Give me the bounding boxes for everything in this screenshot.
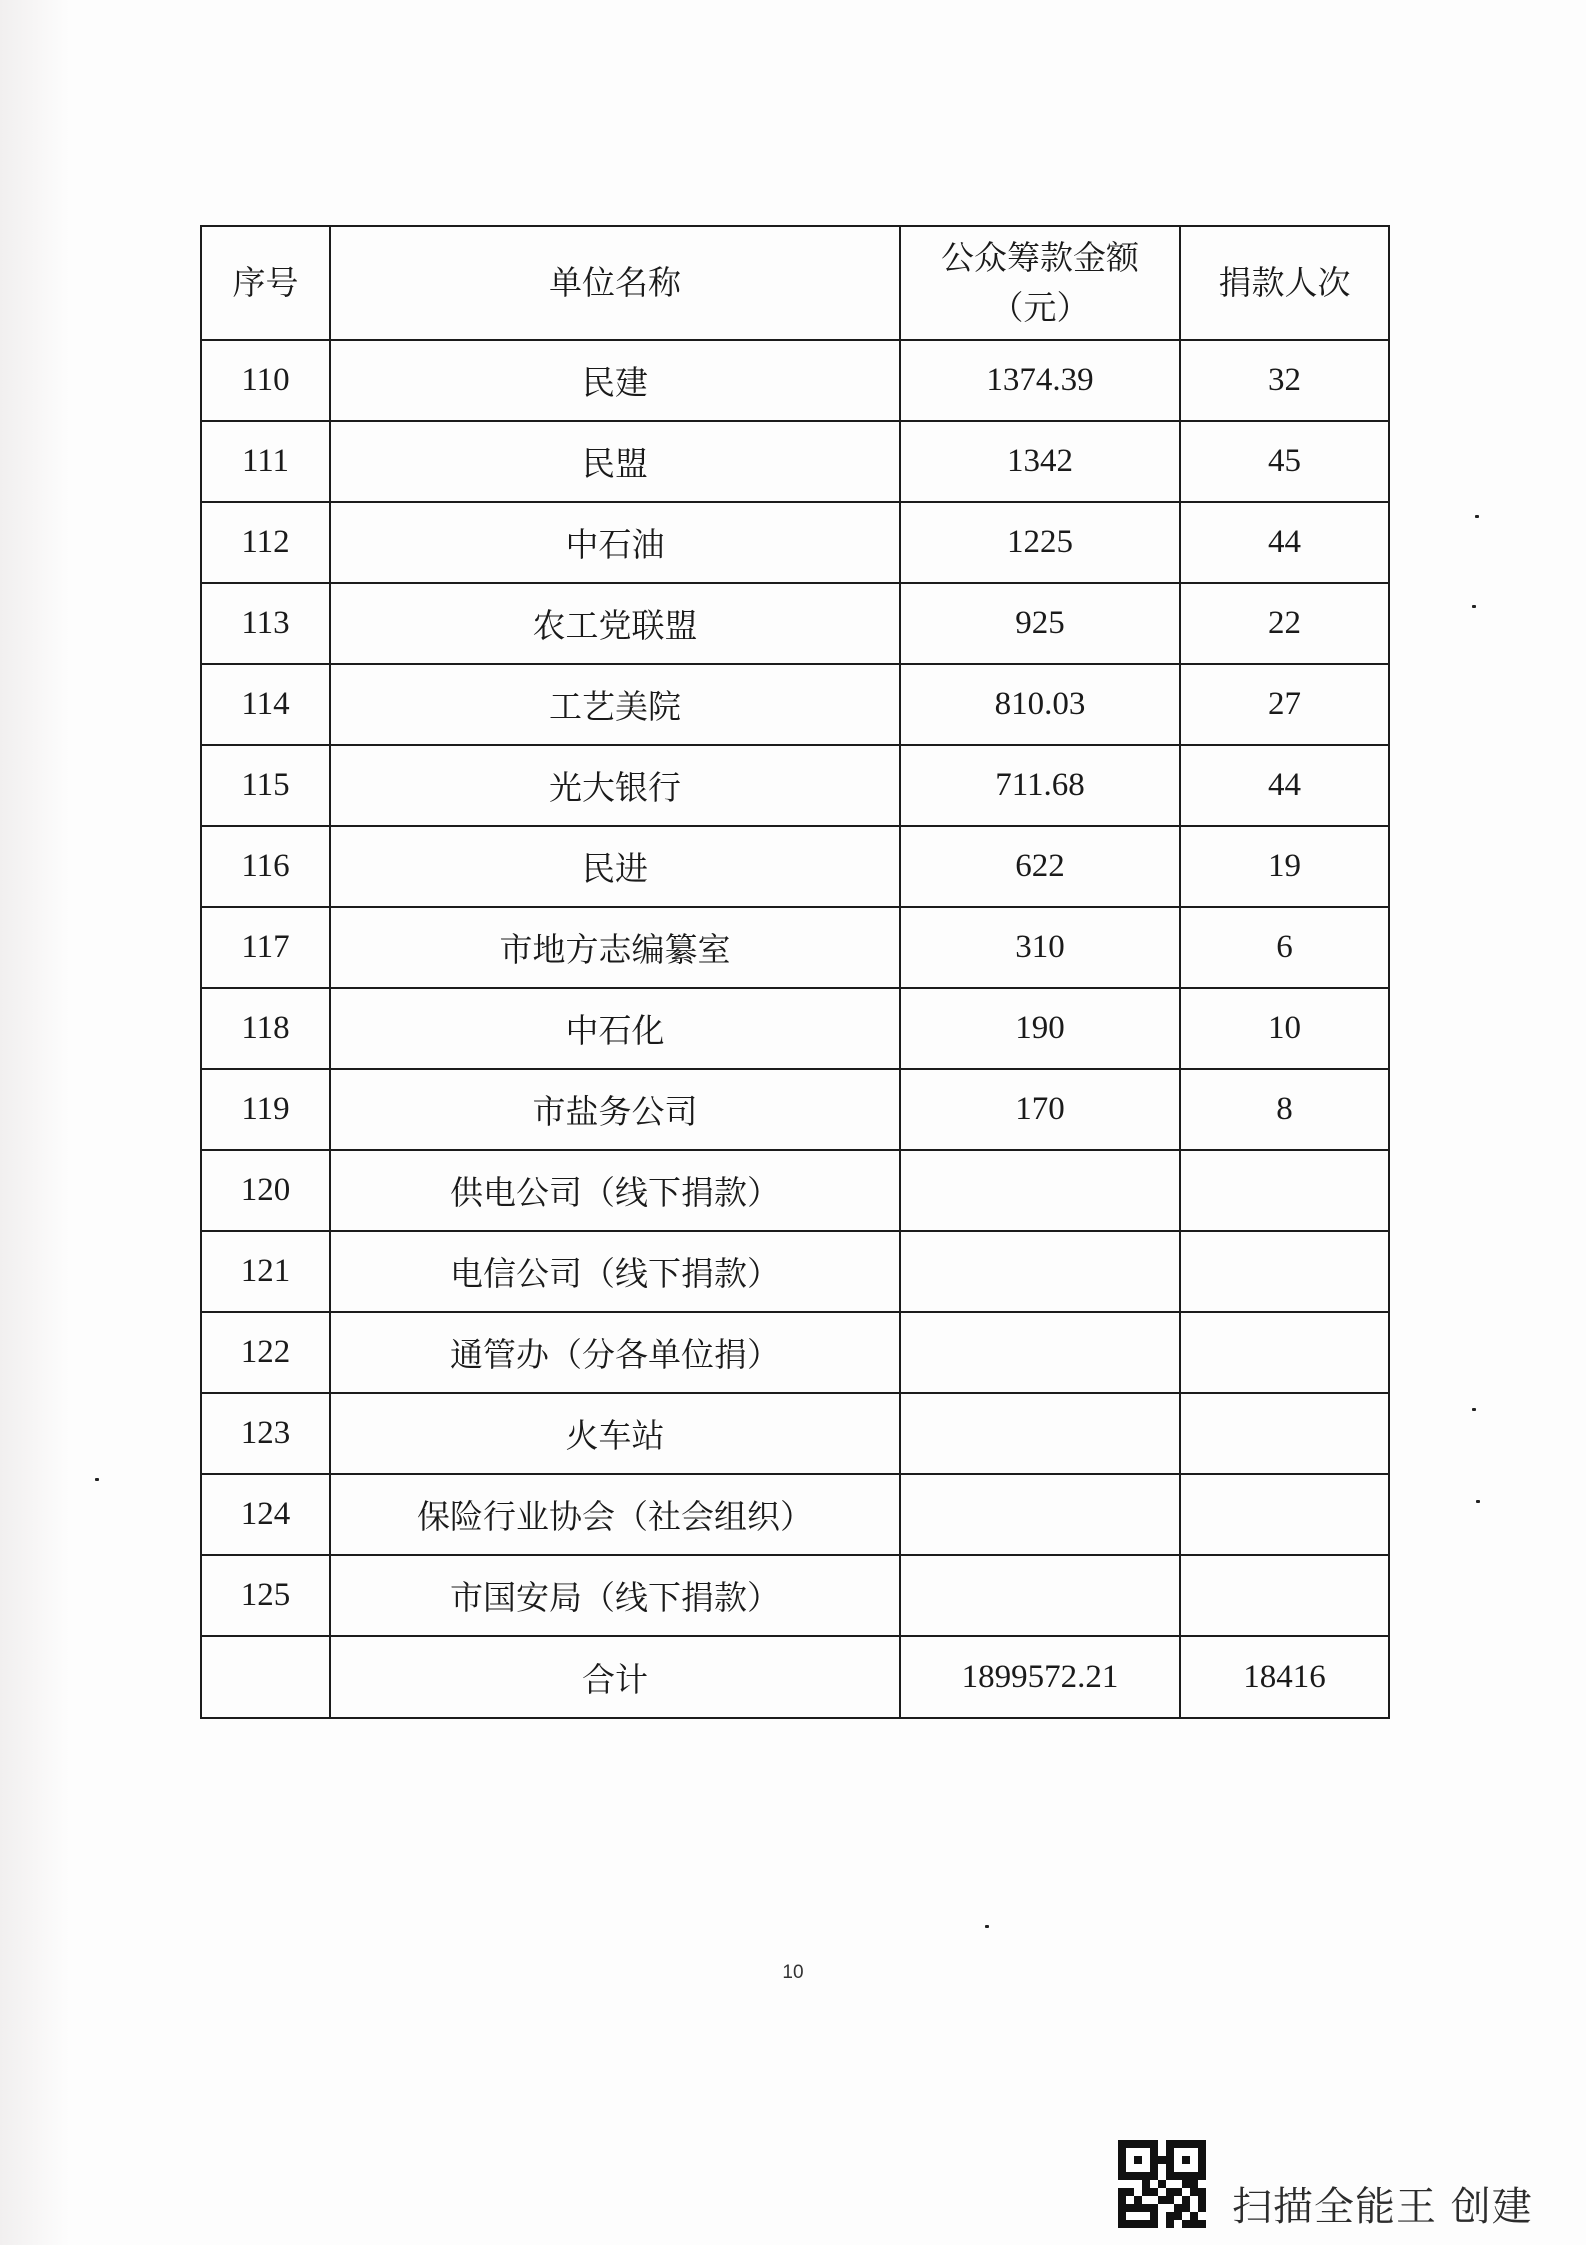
row-donor-count <box>1180 1474 1389 1555</box>
table-row <box>201 1312 1389 1393</box>
row-amount: 810.03 <box>900 664 1180 745</box>
row-donor-count <box>1180 1555 1389 1636</box>
row-unit-name: 火车站 <box>330 1393 900 1474</box>
total-label: 合计 <box>330 1636 900 1718</box>
row-amount: 711.68 <box>900 745 1180 826</box>
table-row <box>201 664 1389 745</box>
row-amount: 1225 <box>900 502 1180 583</box>
row-index: 119 <box>201 1069 330 1150</box>
row-index: 121 <box>201 1231 330 1312</box>
row-index: 114 <box>201 664 330 745</box>
qr-code-icon <box>1118 2140 1206 2228</box>
scan-speck <box>1475 515 1479 518</box>
table-header <box>201 226 1389 340</box>
row-donor-count: 19 <box>1180 826 1389 907</box>
row-amount: 170 <box>900 1069 1180 1150</box>
row-donor-count <box>1180 1393 1389 1474</box>
row-amount: 190 <box>900 988 1180 1069</box>
table-footer <box>201 1636 1389 1718</box>
row-amount <box>900 1393 1180 1474</box>
row-unit-name: 市盐务公司 <box>330 1069 900 1150</box>
table-row <box>201 1393 1389 1474</box>
row-index: 110 <box>201 340 330 421</box>
row-donor-count: 44 <box>1180 745 1389 826</box>
table-row <box>201 1555 1389 1636</box>
row-donor-count <box>1180 1231 1389 1312</box>
row-unit-name: 中石油 <box>330 502 900 583</box>
row-unit-name: 供电公司（线下捐款） <box>330 1150 900 1231</box>
row-donor-count: 10 <box>1180 988 1389 1069</box>
row-donor-count <box>1180 1150 1389 1231</box>
row-amount <box>900 1150 1180 1231</box>
row-unit-name: 农工党联盟 <box>330 583 900 664</box>
table-row <box>201 907 1389 988</box>
row-index: 116 <box>201 826 330 907</box>
row-donor-count: 8 <box>1180 1069 1389 1150</box>
scan-edge-shadow <box>0 0 70 2245</box>
table-body <box>201 340 1389 1636</box>
row-amount <box>900 1474 1180 1555</box>
table-row <box>201 988 1389 1069</box>
row-amount <box>900 1231 1180 1312</box>
row-amount <box>900 1312 1180 1393</box>
table-row <box>201 1150 1389 1231</box>
row-unit-name: 市地方志编纂室 <box>330 907 900 988</box>
row-index: 115 <box>201 745 330 826</box>
header-amount <box>900 226 1180 340</box>
row-unit-name: 中石化 <box>330 988 900 1069</box>
row-donor-count: 44 <box>1180 502 1389 583</box>
row-index: 113 <box>201 583 330 664</box>
row-donor-count: 27 <box>1180 664 1389 745</box>
total-amount: 1899572.21 <box>900 1636 1180 1718</box>
row-amount: 1342 <box>900 421 1180 502</box>
header-index: 序号 <box>201 226 330 340</box>
header-donor-count: 捐款人次 <box>1180 226 1389 340</box>
row-index: 124 <box>201 1474 330 1555</box>
row-index: 112 <box>201 502 330 583</box>
scan-speck <box>1472 1408 1476 1411</box>
header-unit-name: 单位名称 <box>330 226 900 340</box>
total-donors: 18416 <box>1180 1636 1389 1718</box>
row-amount: 622 <box>900 826 1180 907</box>
table-row <box>201 1069 1389 1150</box>
scanner-watermark <box>1118 2135 1533 2232</box>
table-row <box>201 826 1389 907</box>
row-donor-count: 45 <box>1180 421 1389 502</box>
row-index: 120 <box>201 1150 330 1231</box>
table-row <box>201 1474 1389 1555</box>
row-unit-name: 民建 <box>330 340 900 421</box>
header-row <box>201 226 1389 340</box>
row-amount: 310 <box>900 907 1180 988</box>
table-row <box>201 1231 1389 1312</box>
page-number: 10 <box>782 1962 804 1983</box>
row-index: 117 <box>201 907 330 988</box>
row-index: 122 <box>201 1312 330 1393</box>
table-row <box>201 421 1389 502</box>
row-index: 125 <box>201 1555 330 1636</box>
row-donor-count <box>1180 1312 1389 1393</box>
row-unit-name: 工艺美院 <box>330 664 900 745</box>
scan-speck <box>95 1478 99 1481</box>
row-amount: 925 <box>900 583 1180 664</box>
row-unit-name: 电信公司（线下捐款） <box>330 1231 900 1312</box>
row-donor-count: 32 <box>1180 340 1389 421</box>
row-unit-name: 民进 <box>330 826 900 907</box>
row-index: 111 <box>201 421 330 502</box>
row-unit-name: 通管办（分各单位捐） <box>330 1312 900 1393</box>
row-amount <box>900 1555 1180 1636</box>
donation-table <box>200 225 1390 1719</box>
row-index: 118 <box>201 988 330 1069</box>
header-amount-line1: 公众筹款金额 <box>941 238 1139 277</box>
table-row <box>201 502 1389 583</box>
table-row <box>201 583 1389 664</box>
table-row <box>201 340 1389 421</box>
total-row <box>201 1636 1389 1718</box>
row-donor-count: 22 <box>1180 583 1389 664</box>
row-donor-count: 6 <box>1180 907 1389 988</box>
table-row <box>201 745 1389 826</box>
scanner-brand-text: 扫描全能王 创建 <box>1232 2184 1533 2230</box>
header-amount-line2: （元） <box>990 288 1090 327</box>
row-unit-name: 光大银行 <box>330 745 900 826</box>
row-index: 123 <box>201 1393 330 1474</box>
row-unit-name: 保险行业协会（社会组织） <box>330 1474 900 1555</box>
row-amount: 1374.39 <box>900 340 1180 421</box>
total-index <box>201 1636 330 1718</box>
scan-speck <box>1476 1500 1480 1503</box>
scan-speck <box>985 1925 989 1928</box>
row-unit-name: 民盟 <box>330 421 900 502</box>
scan-speck <box>1472 605 1476 608</box>
row-unit-name: 市国安局（线下捐款） <box>330 1555 900 1636</box>
